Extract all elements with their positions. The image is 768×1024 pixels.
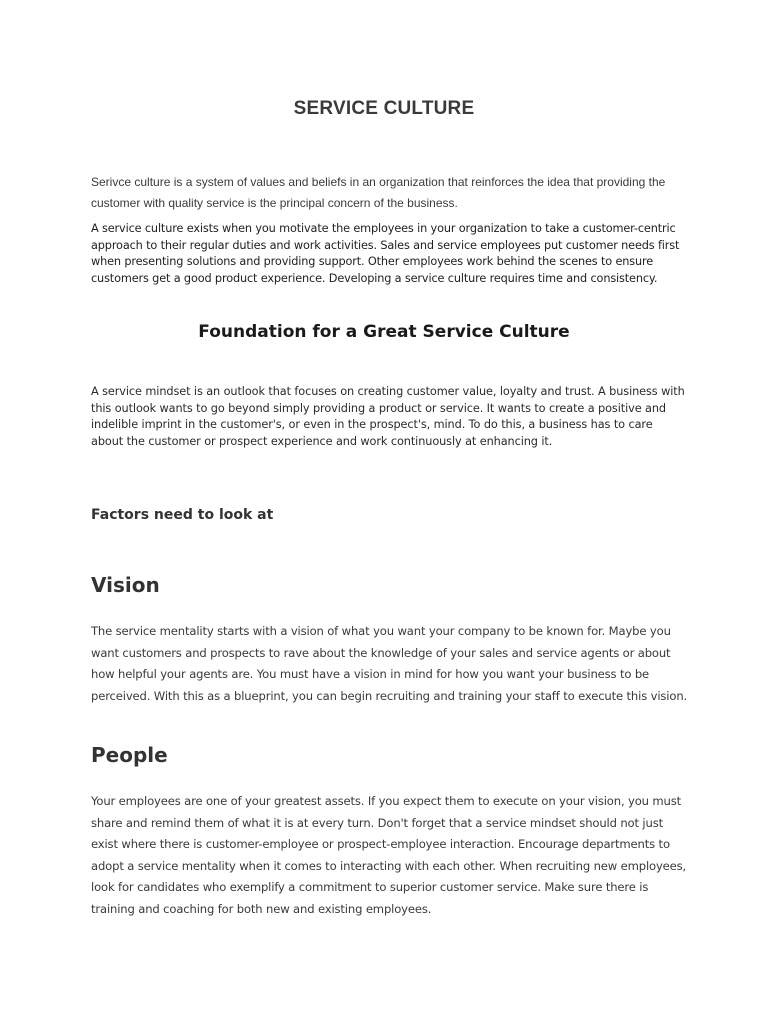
foundation-paragraph: A service mindset is an outlook that focuses on creating customer value, loyalty and trust. A business with this outlook wants to go beyond simply providing a product or service. It wants to create a positive and indelible imprint in the customer's, or even in the prospect's, mind. To do this, a business has to care about the customer or prospect experience and work continuously at enhancing it.	[91, 385, 685, 448]
intro-paragraph-definition: Serivce culture is a system of values and beliefs in an organization that reinforces the idea that providing the customer with quality service is the principal concern of the business.	[91, 175, 666, 210]
people-heading: People	[91, 743, 168, 767]
people-paragraph: Your employees are one of your greatest assets. If you expect them to execute on your vision, you must share and remind them of what it is at every turn. Don't forget that a service mindset should not just exist where there is customer-employee or prospect-employee interaction. Encourage departments to adopt a service mentality when it comes to interacting with each other. When recruiting new employees, look for candidates who exemplify a commitment to superior customer service. Make sure there is training and coaching for both new and existing employees.	[91, 794, 687, 916]
document-title: SERVICE CULTURE	[293, 98, 475, 119]
intro-paragraph-service-culture: A service culture exists when you motivate the employees in your organization to take a customer-centric approach to their regular duties and work activities. Sales and service employees put customer needs first when presenting solutions and providing support. Other employees work behind the scenes to ensure customers get a good product experience. Developing a service culture requires time and consistency.	[91, 222, 680, 285]
vision-heading: Vision	[91, 573, 160, 597]
factors-heading: Factors need to look at	[91, 507, 274, 523]
foundation-heading: Foundation for a Great Service Culture	[198, 322, 570, 342]
vision-paragraph: The service mentality starts with a vision of what you want your company to be known for. Maybe you want customers and prospects to rave about the knowledge of your sales and service agents or about how helpful your agents are. You must have a vision in mind for how you want your business to be perceived. With this as a blueprint, you can begin recruiting and training your staff to execute this vision.	[91, 624, 688, 703]
